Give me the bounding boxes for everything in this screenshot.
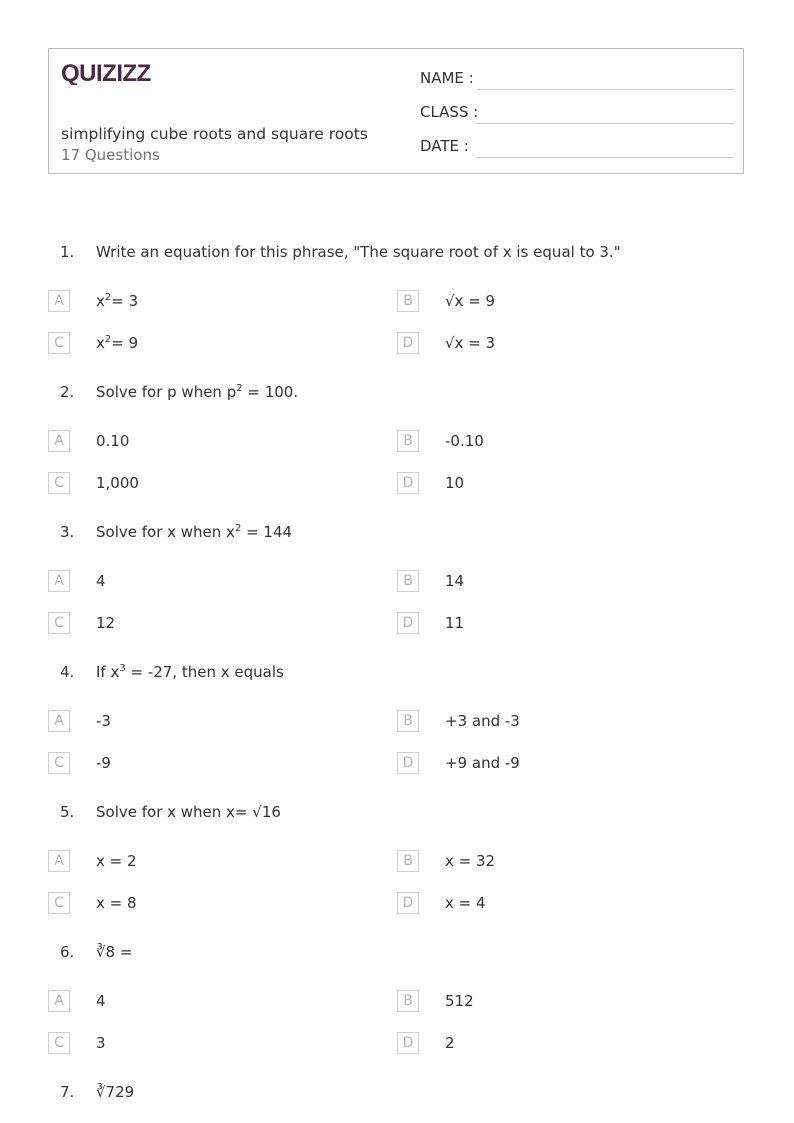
option-letter: D (397, 612, 419, 634)
option-text: x = 4 (445, 894, 486, 912)
name-line[interactable] (477, 89, 734, 90)
question-number: 1. (60, 243, 75, 261)
question-count: 17 Questions (61, 146, 160, 164)
option-text: x = 2 (96, 852, 137, 870)
option-letter: B (397, 430, 419, 452)
option-text: $x^2= 3$ (96, 292, 139, 310)
option-letter: B (397, 290, 419, 312)
question-text: Solve for p when $p^2 = 100$. (96, 383, 299, 401)
option-letter: A (48, 430, 70, 452)
option-letter: A (48, 570, 70, 592)
question-3 (0, 523, 794, 663)
question-1 (0, 243, 794, 383)
option-text: 12 (96, 614, 116, 632)
class-field[interactable] (420, 103, 734, 127)
option-letter: D (397, 1032, 419, 1054)
question-5 (0, 803, 794, 943)
name-field[interactable] (420, 69, 734, 93)
option-letter: C (48, 1032, 70, 1054)
question-text: ∛729 (96, 1083, 135, 1101)
option-letter: A (48, 850, 70, 872)
class-line[interactable] (477, 123, 734, 124)
question-text: ∛8 = (96, 943, 133, 961)
option-text: +3 and -3 (445, 712, 520, 730)
question-text: If $x^3 = -27$, then x equals (96, 663, 284, 681)
question-text: Solve for x when x= √16 (96, 803, 281, 821)
option-text: -3 (96, 712, 111, 730)
option-text: 4 (96, 572, 106, 590)
option-text: 2 (445, 1034, 455, 1052)
option-text: √x = 9 (445, 292, 496, 310)
option-letter: C (48, 892, 70, 914)
option-letter: C (48, 612, 70, 634)
question-text: Write an equation for this phrase, "The square root of x is equal to 3." (96, 243, 621, 261)
question-text: Solve for x when $x^2 = 144$ (96, 523, 293, 541)
option-letter: B (397, 570, 419, 592)
option-letter: D (397, 892, 419, 914)
option-letter: D (397, 472, 419, 494)
option-text: +9 and -9 (445, 754, 520, 772)
question-6 (0, 943, 794, 1083)
option-text: 14 (445, 572, 465, 590)
question-2 (0, 383, 794, 523)
question-number: 2. (60, 383, 75, 401)
option-text: 10 (445, 474, 465, 492)
question-number: 6. (60, 943, 75, 961)
quizizz-logo (61, 59, 153, 85)
question-number: 3. (60, 523, 75, 541)
option-letter: A (48, 710, 70, 732)
option-letter: C (48, 332, 70, 354)
option-letter: D (397, 332, 419, 354)
option-text: √x = 3 (445, 334, 496, 352)
option-text: 512 (445, 992, 474, 1010)
worksheet-header (48, 48, 744, 174)
option-text: -9 (96, 754, 111, 772)
option-letter: D (397, 752, 419, 774)
option-letter: C (48, 472, 70, 494)
option-text: $x^2= 9$ (96, 334, 139, 352)
class-label: CLASS : (420, 103, 479, 121)
question-4 (0, 663, 794, 803)
option-letter: C (48, 752, 70, 774)
name-label: NAME : (420, 69, 474, 87)
option-text: 3 (96, 1034, 106, 1052)
worksheet-title: simplifying cube roots and square roots (61, 125, 368, 143)
option-letter: B (397, 850, 419, 872)
option-letter: B (397, 710, 419, 732)
option-letter: A (48, 290, 70, 312)
question-number: 7. (60, 1083, 75, 1101)
question-number: 4. (60, 663, 75, 681)
svg-text:QUIZIZZ: QUIZIZZ (61, 60, 151, 85)
question-7 (0, 1083, 794, 1113)
option-text: 0.10 (96, 432, 130, 450)
option-text: 11 (445, 614, 465, 632)
date-line[interactable] (477, 157, 734, 158)
option-text: 1,000 (96, 474, 139, 492)
option-text: x = 8 (96, 894, 137, 912)
option-text: -0.10 (445, 432, 484, 450)
option-text: 4 (96, 992, 106, 1010)
date-field[interactable] (420, 137, 734, 161)
option-letter: A (48, 990, 70, 1012)
option-text: x = 32 (445, 852, 496, 870)
question-number: 5. (60, 803, 75, 821)
option-letter: B (397, 990, 419, 1012)
date-label: DATE : (420, 137, 469, 155)
